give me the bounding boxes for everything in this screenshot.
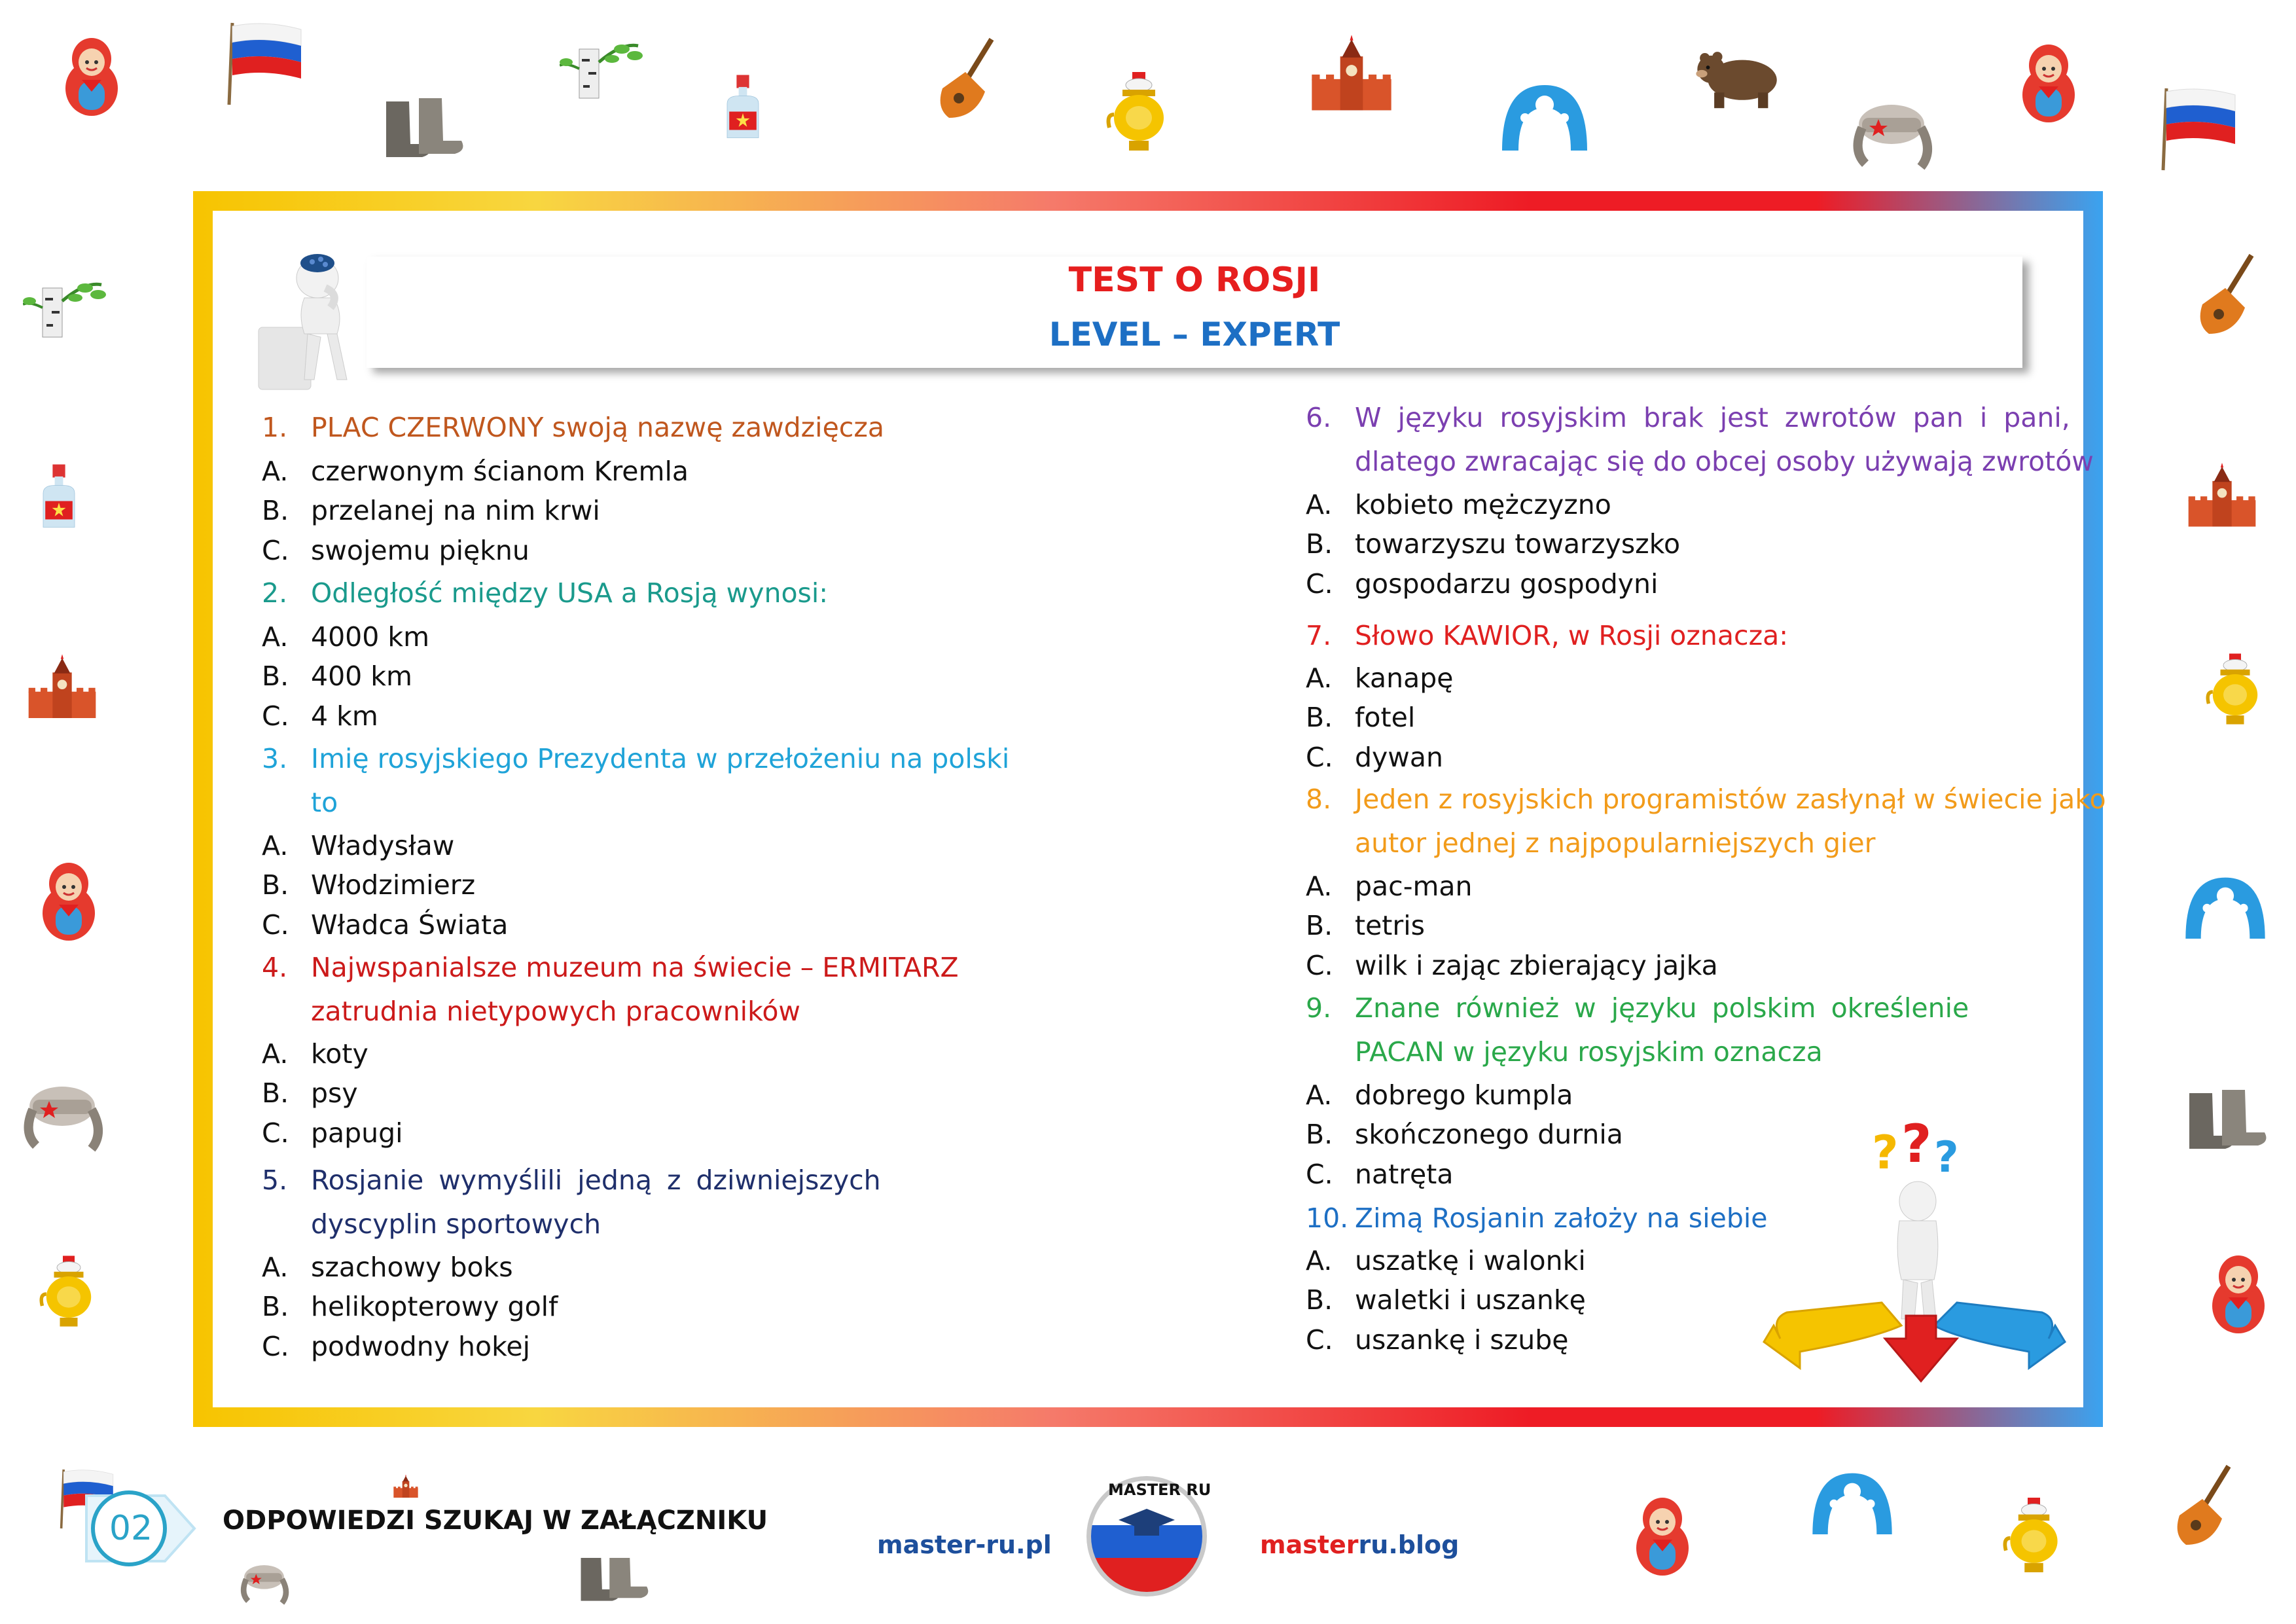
option-text: Władysław [311,830,455,861]
kremlin-tower-icon [26,648,98,723]
question-number: 2. [262,577,288,609]
option-letter: C. [1306,1324,1333,1356]
option-text: kobieto mężczyzno [1355,489,1611,520]
option-letter: A. [262,456,289,487]
option-text: wilk i zając zbierający jajka [1355,950,1718,981]
valenki-boots-icon [2186,1080,2271,1152]
birch-tree-icon [560,36,645,101]
option-letter: B. [1306,1119,1333,1150]
option-letter: B. [1306,1284,1333,1316]
question-text-line-1: Znane również w języku polskim określenie [1355,992,1969,1024]
samovar-icon [2206,648,2265,730]
option-text: kanapę [1355,662,1454,694]
option-letter: A. [1306,662,1333,694]
question-figure-arrows-icon [1761,1123,2068,1384]
option-text: przelanej na nim krwi [311,495,600,526]
option-text: pac-man [1355,871,1473,902]
option-letter: C. [262,1117,289,1149]
option-text: 400 km [311,660,412,692]
option-letter: C. [1306,568,1333,600]
thinker-figure-icon [252,249,357,393]
question-text-line-2: PACAN w języku rosyjskim oznacza [1355,1036,1823,1068]
option-text: dobrego kumpla [1355,1079,1573,1111]
balalaika-icon [2189,249,2261,340]
samovar-icon [39,1250,98,1332]
svg-text:?: ? [1872,1126,1899,1180]
option-letter: B. [1306,528,1333,560]
option-letter: C. [262,1331,289,1362]
samovar-icon [1106,69,1172,154]
site-link-masterru-blog[interactable] [1260,1530,1459,1559]
option-text: 4000 km [311,621,430,653]
question-number: 8. [1306,784,1332,815]
page-number: 02 [109,1509,153,1548]
option-text: waletki i uszankę [1355,1284,1586,1316]
matryoshka-icon [1630,1492,1695,1578]
logo-caption: MASTER RU [1108,1481,1211,1499]
question-text-line-2: dlatego zwracając się do obcej osoby używają zwrotów [1355,446,2094,477]
option-text: czerwonym ścianom Kremla [311,456,689,487]
question-text: Zimą Rosjanin założy na siebie [1355,1202,1768,1234]
option-letter: C. [262,535,289,566]
svg-text:?: ? [1934,1133,1959,1182]
balalaika-icon [929,33,1001,124]
option-letter: B. [1306,702,1333,733]
question-number: 9. [1306,992,1332,1024]
option-text: papugi [311,1117,403,1149]
samovar-icon [2003,1492,2065,1578]
option-text: dywan [1355,742,1443,773]
option-letter: A. [262,621,289,653]
matryoshka-icon [2206,1250,2271,1335]
ushanka-hat-icon [23,1080,105,1155]
option-letter: A. [1306,1079,1333,1111]
option-letter: C. [1306,742,1333,773]
russian-flag-icon [2160,85,2242,173]
option-text: podwodny hokej [311,1331,531,1362]
question-text-line-2: zatrudnia nietypowych pracowników [311,996,800,1027]
svg-text:?: ? [1901,1123,1932,1174]
option-text: towarzyszu towarzyszko [1355,528,1681,560]
kokoshnik-icon [1806,1466,1898,1538]
option-text: 4 km [311,700,378,732]
balalaika-icon [2166,1460,2238,1551]
question-number: 1. [262,412,288,443]
option-letter: A. [262,1038,289,1070]
option-letter: B. [262,1291,289,1322]
option-text: koty [311,1038,368,1070]
option-letter: A. [1306,489,1333,520]
option-letter: A. [1306,871,1333,902]
matryoshka-icon [2016,39,2081,124]
question-text-line-2: autor jednej z najpopularniejszych gier [1355,827,1876,859]
option-letter: B. [1306,910,1333,941]
option-letter: A. [1306,1245,1333,1276]
question-text-line-2: to [311,787,338,818]
site2-part-b: ru.blog [1358,1530,1460,1559]
option-text: uszankę i szubę [1355,1324,1569,1356]
ushanka-hat-icon [1852,98,1934,173]
question-text: Odległość między USA a Rosją wynosi: [311,577,829,609]
question-number: 10. [1306,1202,1349,1234]
option-letter: B. [262,660,289,692]
valenki-boots-icon [383,88,468,160]
option-letter: B. [262,869,289,901]
question-text: PLAC CZERWONY swoją nazwę zawdzięcza [311,412,884,443]
option-letter: A. [262,1252,289,1283]
question-number: 4. [262,952,288,983]
option-letter: C. [262,909,289,941]
russian-flag-icon [226,20,308,108]
option-text: swojemu pięknu [311,535,529,566]
vodka-bottle-icon [717,62,769,151]
option-letter: B. [262,1077,289,1109]
option-text: gospodarzu gospodyni [1355,568,1659,600]
matryoshka-icon [36,857,101,943]
question-text: Słowo KAWIOR, w Rosji oznacza: [1355,620,1789,651]
page-subtitle: LEVEL – EXPERT [1049,316,1340,353]
question-number: 5. [262,1164,288,1196]
birch-tree-icon [23,275,108,340]
option-text: natręta [1355,1159,1454,1190]
page-title: TEST O ROSJI [1068,261,1321,300]
question-text-line-1: Imię rosyjskiego Prezydenta w przełożeniu na polski [311,743,1010,774]
question-text-line-1: Jeden z rosyjskich programistów zasłynął w świecie jako [1355,784,2106,815]
option-text: skończonego durnia [1355,1119,1623,1150]
kremlin-tower-icon [1309,33,1394,111]
question-text-line-1: W języku rosyjskim brak jest zwrotów pan i pani, [1355,402,2070,433]
title-banner [367,257,2022,368]
question-number: 6. [1306,402,1332,433]
option-letter: C. [1306,1159,1333,1190]
valenki-boots-icon [573,1558,658,1604]
kremlin-tower-icon [393,1473,419,1499]
question-number: 7. [1306,620,1332,651]
site2-part-a: master [1260,1530,1359,1559]
option-text: szachowy boks [311,1252,513,1283]
option-text: psy [311,1077,358,1109]
question-number: 3. [262,743,288,774]
option-letter: B. [262,495,289,526]
option-letter: C. [1306,950,1333,981]
kokoshnik-icon [2179,871,2271,943]
option-text: fotel [1355,702,1416,733]
option-text: Władca Świata [311,909,509,941]
answers-note: ODPOWIEDZI SZUKAJ W ZAŁĄCZNIKU [223,1506,768,1536]
option-text: uszatkę i walonki [1355,1245,1586,1276]
option-text: Włodzimierz [311,869,476,901]
kremlin-tower-icon [2186,452,2258,537]
vodka-bottle-icon [33,452,85,540]
bear-icon [1689,39,1787,111]
question-text-line-1: Rosjanie wymyślili jedną z dziwniejszych [311,1164,881,1196]
question-text-line-1: Najwspanialsze muzeum na świecie – ERMITARZ [311,952,959,983]
site-link-master-ru-pl[interactable]: master-ru.pl [877,1530,1052,1559]
ushanka-hat-icon [239,1561,291,1607]
question-text-line-2: dyscyplin sportowych [311,1208,601,1240]
matryoshka-icon [59,33,124,118]
option-text: helikopterowy golf [311,1291,558,1322]
kokoshnik-icon [1496,79,1594,154]
option-text: tetris [1355,910,1425,941]
option-letter: A. [262,830,289,861]
option-letter: C. [262,700,289,732]
